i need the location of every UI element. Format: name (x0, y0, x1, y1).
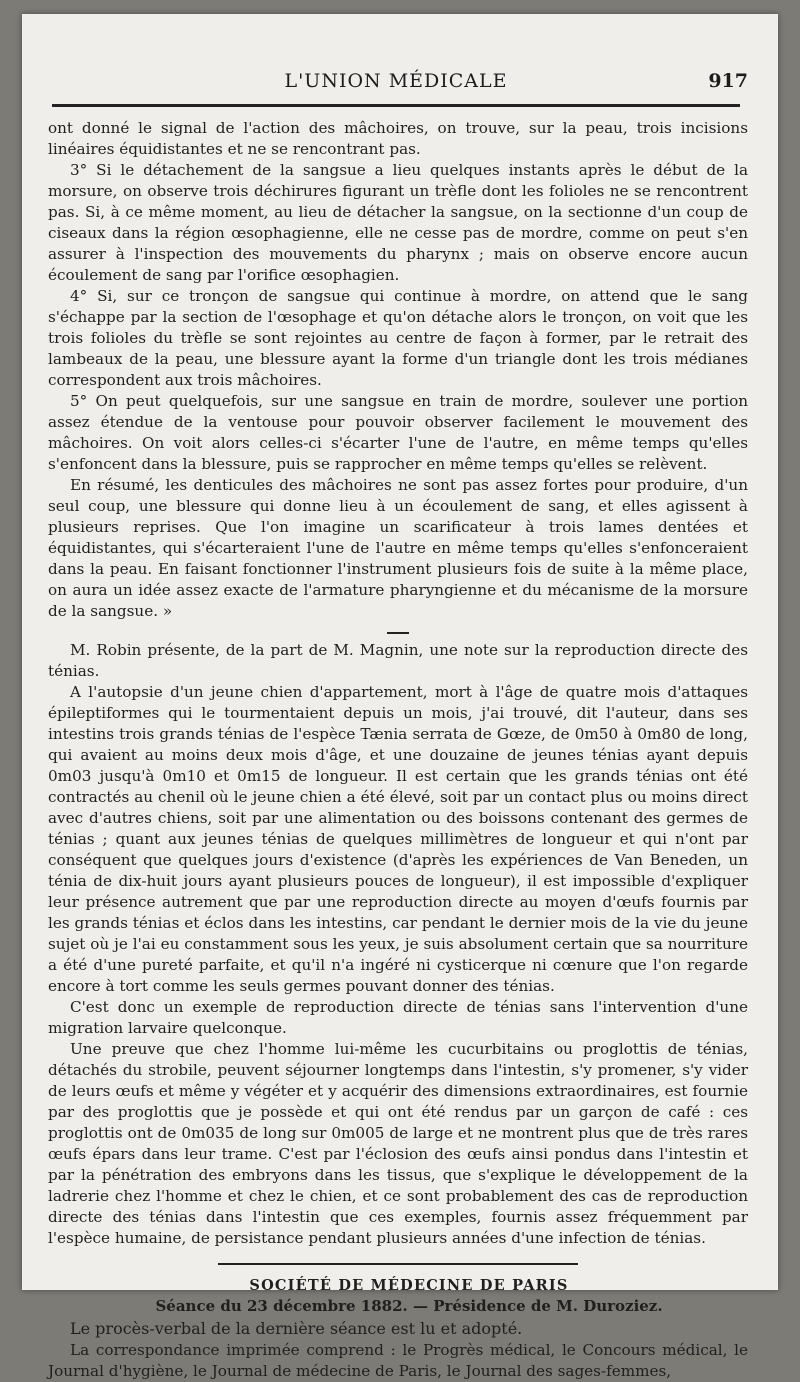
section-separator (387, 632, 409, 634)
seance-line: Séance du 23 décembre 1882. — Présidence de M. Duroziez. (155, 1297, 663, 1315)
paragraph-robin-note: M. Robin présente, de la part de M. Magnin, une note sur la reproduction directe des ténias. (48, 641, 748, 680)
paragraph-continuation: ont donné le signal de l'action des mâchoires, on trouve, sur la peau, trois incisions linéaires équidistantes et ne se rencontrant pas. (48, 119, 748, 158)
society-rule (218, 1263, 578, 1265)
paragraph-point-5: 5° On peut quelquefois, sur une sangsue en train de mordre, soulever une portion assez étendue de la ventouse pour pouvoir observer facilement le mouvement des mâchoires. On voit alors celles-ci s'écarter l'une de l'autre, en même temps qu'elles s'enfoncent dans la blessure, puis se rapprocher en même temps qu'elles se relèvent. (48, 392, 748, 473)
paragraph-correspondance: La correspondance imprimée comprend : le Progrès médical, le Concours médical, le Journal d'hygiène, le Journal de médecine de Paris, le Journal des sages-femmes, (48, 1341, 748, 1380)
paragraph-autopsy: A l'autopsie d'un jeune chien d'appartement, mort à l'âge de quatre mois d'attaques épileptiformes qui le tourmentaient depuis un mois, j'ai trouvé, dit l'auteur, dans ses intestins trois grands ténias de l'espèce Tænia serrata de Gœze, de 0m50 à 0m80 de long, qui avaient au moins deux mois d'âge, et une douzaine de jeunes ténias ayant depuis 0m03 jusqu'à 0m10 et 0m15 de longueur. Il est certain que les grands ténias ont été contractés au chenil où le jeune chien a été élevé, soit par un contact plus ou moins direct avec d'autres chiens, soit par une alimentation ou des boissons contenant des germes de ténias ; quant aux jeunes ténias de quelques millimètres de longueur et qui n'ont par conséquent que quelques jours d'existence (d'après les expériences de Van Beneden, un ténia de dix-huit jours ayant plusieurs pouces de longueur), il est impossible d'expliquer leur présence autrement que par une reproduction directe au moyen d'œufs fournis par les grands ténias et éclos dans les intestins, car pendant le dernier mois de la vie du jeune sujet où je l'ai eu constamment sous les yeux, je suis absolument certain que sa nourriture a été d'une pureté parfaite, et qu'il n'a ingéré ni cysticerque ni cœnure que l'on regarde encore à tort comme les seuls germes pouvant donner des ténias. (48, 683, 748, 995)
paragraph-point-4: 4° Si, sur ce tronçon de sangsue qui continue à mordre, on attend que le sang s'échappe par la section de l'œsophage et qu'on détache alors le tronçon, on voit que les trois folioles du trèfle se sont rejointes au centre de façon à former, par le retrait des lambeaux de la peau, une blessure ayant la forme d'un triangle dont les trois médianes correspondent aux trois mâchoires. (48, 287, 748, 389)
article-body (48, 118, 748, 1382)
document-page (22, 14, 778, 1380)
society-title: SOCIÉTÉ DE MÉDECINE DE PARIS (249, 1277, 569, 1294)
running-title: L'UNION MÉDICALE (284, 70, 508, 92)
paragraph-conclusion: C'est donc un exemple de reproduction directe de ténias sans l'intervention d'une migration larvaire quelconque. (48, 998, 748, 1037)
paragraph-proglottis: Une preuve que chez l'homme lui-même les cucurbitains ou proglottis de ténias, détachés du strobile, peuvent séjourner longtemps dans l'intestin, s'y promener, s'y vider de leurs œufs et même y végéter et y acquérir des dimensions extraordinaires, est fournie par des proglottis que je possède et qui ont été rendus par un garçon de café : ces proglottis ont de 0m035 de long sur 0m005 de large et ne montrent plus que de très rares œufs épars dans leur trame. C'est par l'éclosion des œufs ainsi pondus dans l'intestin et par la pénétration des embryons dans les tissus, que s'explique le développement de la ladrerie chez l'homme et chez le chien, et ce sont probablement des cas de reproduction directe des ténias dans l'intestin que ces exemples, fournis assez fréquemment par l'espèce humaine, de persistance pendant plusieurs années d'une infection de ténias. (48, 1040, 748, 1247)
paragraph-summary: En résumé, les denticules des mâchoires ne sont pas assez fortes pour produire, d'un seul coup, une blessure qui donne lieu à un écoulement de sang, et elles agissent à plusieurs reprises. Que l'on imagine un scarificateur à trois lames dentées et équidistantes, qui s'écarteraient l'une de l'autre en même temps qu'elles s'enfonceraient dans la peau. En faisant fonctionner l'instrument plusieurs fois de suite à la même place, on aura un idée assez exacte de l'armature pharyngienne et du mécanisme de la morsure de la sangsue. » (48, 476, 748, 620)
paragraph-point-3: 3° Si le détachement de la sangsue a lieu quelques instants après le début de la morsure, on observe trois déchirures figurant un trèfle dont les folioles ne se rencontrent pas. Si, à ce même moment, au lieu de détacher la sangsue, on la sectionne d'un coup de ciseaux dans la région œsophagienne, elle ne cesse pas de mordre, comme on peut s'en assurer à l'inspection des mouvements du pharynx ; mais on observe encore aucun écoulement de sang par l'orifice œsophagien. (48, 161, 748, 284)
header-rule (52, 104, 740, 107)
paragraph-proces-verbal: Le procès-verbal de la dernière séance est lu et adopté. (70, 1319, 523, 1338)
page-header (44, 70, 748, 102)
page-number: 917 (708, 70, 748, 92)
